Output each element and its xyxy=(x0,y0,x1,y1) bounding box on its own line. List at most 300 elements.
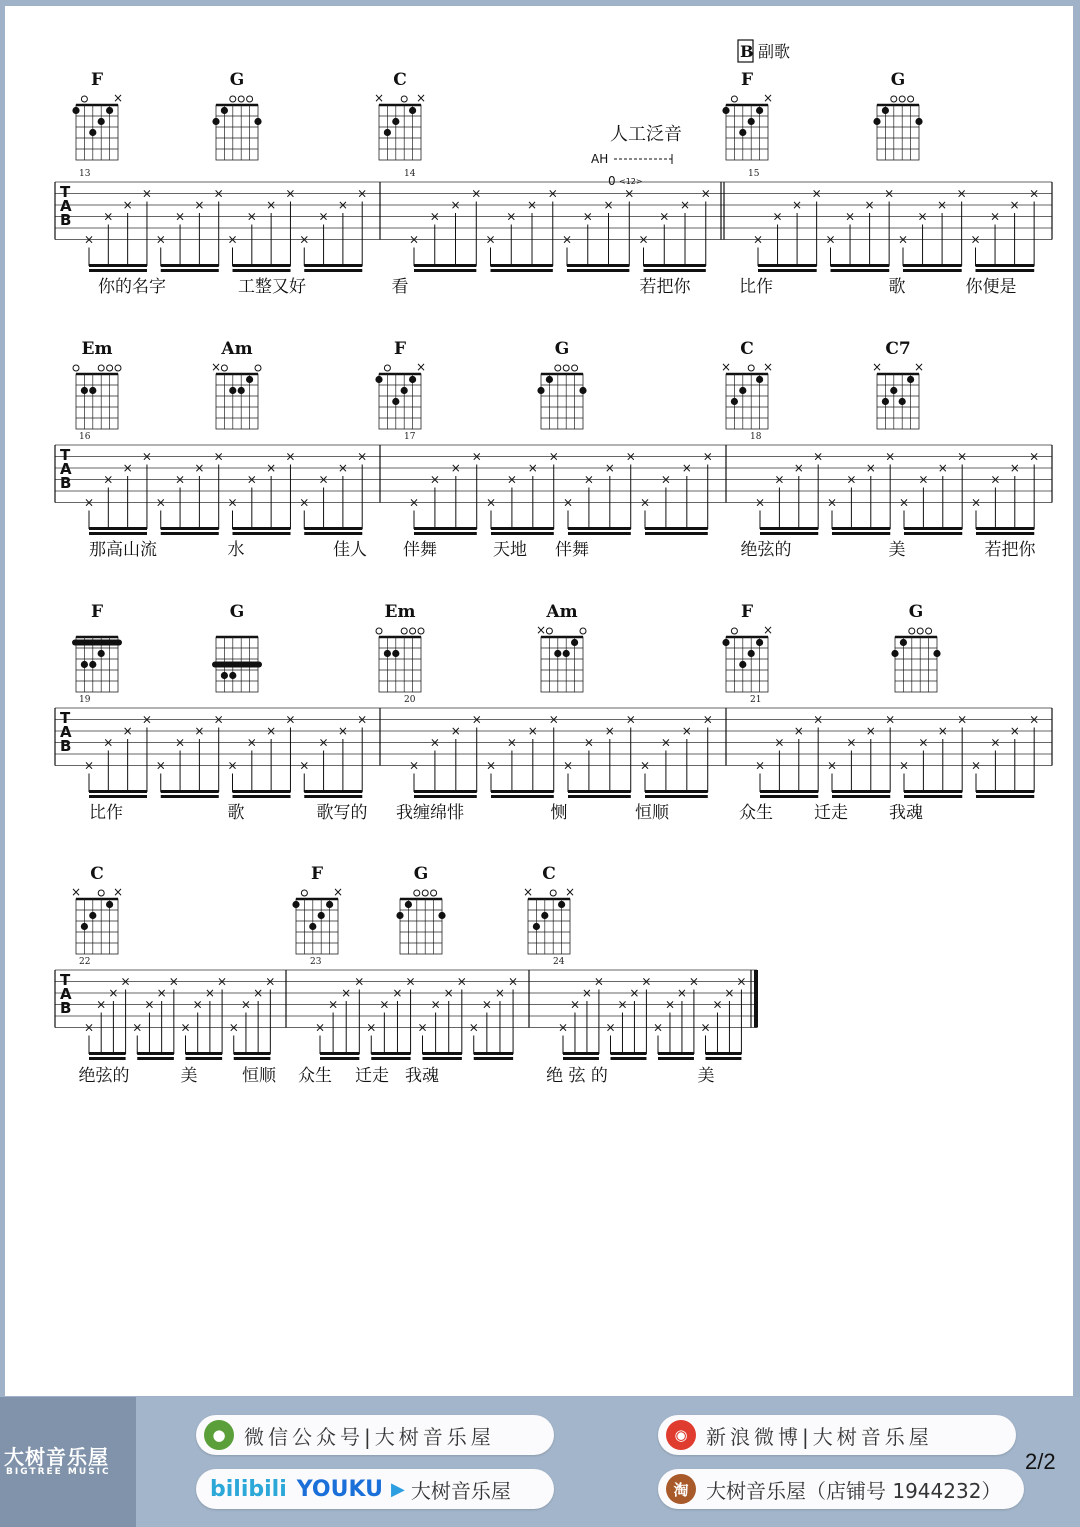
svg-text:×: × xyxy=(443,986,454,1000)
svg-text:×: × xyxy=(141,712,152,727)
ah-label: AH xyxy=(591,152,609,166)
taobao-label: 大树音乐屋（店铺号 1944232） xyxy=(706,1478,1002,1503)
lyric: 伴舞 xyxy=(403,540,437,560)
svg-text:×: × xyxy=(762,360,774,374)
measure-number: 15 xyxy=(748,169,760,179)
svg-text:B: B xyxy=(60,474,72,492)
measure-number: 13 xyxy=(79,169,91,179)
svg-text:×: × xyxy=(813,712,824,727)
svg-text:×: × xyxy=(471,186,482,201)
svg-text:×: × xyxy=(175,209,186,224)
svg-text:×: × xyxy=(1029,712,1040,727)
svg-text:×: × xyxy=(194,724,205,738)
chord-diagram xyxy=(73,339,121,429)
harmonic-fret: 0 xyxy=(608,174,616,188)
svg-text:×: × xyxy=(865,461,876,475)
svg-text:×: × xyxy=(1029,449,1040,464)
svg-text:×: × xyxy=(660,735,671,750)
svg-text:×: × xyxy=(864,198,875,212)
lyric: 恒顺 xyxy=(242,1066,276,1086)
svg-text:×: × xyxy=(754,758,766,773)
measure-number: 18 xyxy=(750,432,762,442)
svg-text:×: × xyxy=(408,232,420,247)
svg-text:×: × xyxy=(700,1020,711,1035)
svg-text:T: T xyxy=(60,183,71,201)
svg-text:×: × xyxy=(603,198,614,212)
svg-text:×: × xyxy=(845,209,856,224)
svg-text:×: × xyxy=(676,986,687,1000)
chord-diagram xyxy=(212,602,262,692)
svg-text:×: × xyxy=(527,724,538,738)
svg-text:×: × xyxy=(379,997,390,1012)
svg-text:×: × xyxy=(83,1020,95,1035)
svg-text:×: × xyxy=(141,186,152,201)
svg-text:×: × xyxy=(724,986,735,1000)
svg-text:×: × xyxy=(846,472,857,487)
svg-text:×: × xyxy=(752,232,764,247)
chord-name: G xyxy=(413,864,429,884)
lyric: 众生 xyxy=(298,1066,332,1086)
svg-text:×: × xyxy=(506,472,517,487)
lyric: 佳人 xyxy=(333,540,367,560)
chord-name: Am xyxy=(221,339,253,359)
svg-text:×: × xyxy=(957,712,968,727)
lyric: 水 xyxy=(227,540,245,560)
svg-text:×: × xyxy=(720,360,732,374)
svg-text:×: × xyxy=(354,974,365,989)
chord-name: C7 xyxy=(885,339,911,359)
measure-number: 14 xyxy=(404,169,416,179)
chord-name: F xyxy=(393,339,407,359)
chord-diagram xyxy=(722,602,773,692)
svg-text:×: × xyxy=(450,461,461,475)
svg-text:×: × xyxy=(702,712,713,727)
svg-text:×: × xyxy=(547,186,558,201)
svg-text:×: × xyxy=(774,735,785,750)
svg-text:×: × xyxy=(192,997,203,1012)
svg-text:×: × xyxy=(132,1020,143,1035)
svg-text:×: × xyxy=(266,198,277,212)
wechat-icon: ● xyxy=(204,1420,234,1450)
svg-text:×: × xyxy=(285,449,296,464)
chord-name: Em xyxy=(81,339,113,359)
svg-text:×: × xyxy=(120,974,131,989)
svg-text:×: × xyxy=(357,712,368,727)
tab-staff xyxy=(55,432,1052,535)
svg-text:×: × xyxy=(652,1020,664,1035)
svg-text:×: × xyxy=(175,472,186,487)
taobao-icon: 淘 xyxy=(666,1474,696,1504)
section-letter: B xyxy=(740,42,754,61)
svg-text:×: × xyxy=(83,232,95,247)
svg-text:×: × xyxy=(1029,186,1040,201)
lyric: 你的名字 xyxy=(98,277,166,297)
svg-text:×: × xyxy=(299,495,310,510)
chord-name: G xyxy=(229,602,245,622)
lyric: 绝弦的 xyxy=(740,540,792,560)
svg-text:×: × xyxy=(429,472,440,487)
svg-text:×: × xyxy=(337,198,348,212)
svg-text:×: × xyxy=(112,885,124,899)
lyric: 比作 xyxy=(739,277,773,297)
svg-text:×: × xyxy=(485,758,497,773)
svg-text:×: × xyxy=(681,724,692,738)
svg-text:×: × xyxy=(885,449,896,464)
svg-text:×: × xyxy=(253,986,264,1000)
svg-text:×: × xyxy=(660,472,671,487)
wechat-label: 微信公众号|大树音乐屋 xyxy=(244,1424,495,1449)
svg-text:×: × xyxy=(357,449,368,464)
svg-text:×: × xyxy=(604,724,615,738)
svg-text:×: × xyxy=(180,1020,191,1035)
svg-text:×: × xyxy=(970,758,982,773)
harmonic-mark: <12> xyxy=(619,177,643,186)
chord-diagram xyxy=(396,864,445,954)
svg-text:×: × xyxy=(103,735,114,750)
svg-text:×: × xyxy=(583,735,594,750)
svg-text:×: × xyxy=(561,232,573,247)
svg-text:×: × xyxy=(108,986,119,1000)
lyric: 众生 xyxy=(739,803,773,823)
svg-text:×: × xyxy=(213,449,224,464)
svg-text:×: × xyxy=(155,232,166,247)
chord-name: G xyxy=(908,602,924,622)
svg-text:×: × xyxy=(865,724,876,738)
svg-text:×: × xyxy=(240,997,251,1012)
svg-text:×: × xyxy=(885,712,896,727)
chord-name: C xyxy=(90,864,104,884)
svg-text:×: × xyxy=(227,232,238,247)
svg-text:×: × xyxy=(332,885,344,899)
svg-text:×: × xyxy=(314,1020,326,1035)
svg-text:×: × xyxy=(194,461,205,475)
svg-text:×: × xyxy=(168,974,179,989)
svg-text:×: × xyxy=(246,209,257,224)
lyric: 美 xyxy=(888,540,906,560)
svg-text:×: × xyxy=(217,974,228,989)
lyric: 歌 xyxy=(888,277,906,297)
measure-number: 24 xyxy=(553,957,565,967)
svg-text:×: × xyxy=(103,209,114,224)
svg-text:×: × xyxy=(937,724,948,738)
svg-text:×: × xyxy=(415,91,427,105)
measure-number: 21 xyxy=(750,695,762,705)
svg-text:×: × xyxy=(1009,724,1020,738)
lyric: 那高山流 xyxy=(89,540,157,560)
chord-name: Em xyxy=(384,602,416,622)
chord-name: F xyxy=(310,864,324,884)
svg-text:×: × xyxy=(582,209,593,224)
svg-text:×: × xyxy=(605,1020,616,1035)
svg-text:×: × xyxy=(285,186,296,201)
chord-name: F xyxy=(740,602,754,622)
svg-text:×: × xyxy=(194,198,205,212)
svg-text:×: × xyxy=(450,198,461,212)
lyric: 歌写的 xyxy=(316,803,368,823)
svg-text:×: × xyxy=(811,186,822,201)
svg-text:×: × xyxy=(408,758,420,773)
measure-number: 19 xyxy=(79,695,91,705)
svg-text:T: T xyxy=(60,446,71,464)
svg-text:×: × xyxy=(898,758,910,773)
svg-text:×: × xyxy=(535,623,547,637)
svg-text:×: × xyxy=(430,997,441,1012)
svg-text:×: × xyxy=(583,472,594,487)
weibo-label: 新浪微博|大树音乐屋 xyxy=(706,1424,933,1449)
brand-logo xyxy=(0,1397,136,1527)
lyric: 伴舞 xyxy=(555,540,589,560)
svg-text:×: × xyxy=(897,232,909,247)
svg-text:B: B xyxy=(60,999,72,1017)
svg-text:×: × xyxy=(956,186,967,201)
taobao-link[interactable] xyxy=(658,1469,1024,1509)
section-label: 副歌 xyxy=(758,42,791,61)
chord-diagram xyxy=(872,339,924,429)
svg-text:×: × xyxy=(417,1020,428,1035)
svg-text:×: × xyxy=(772,209,783,224)
svg-text:×: × xyxy=(341,986,352,1000)
chord-diagram xyxy=(374,70,426,160)
svg-text:×: × xyxy=(793,461,804,475)
lyric: 绝弦的 xyxy=(78,1066,130,1086)
brand-subtitle: BIGTREE MUSIC xyxy=(6,1467,111,1477)
lyric: 歌 xyxy=(227,803,245,823)
svg-text:×: × xyxy=(712,997,723,1012)
svg-text:×: × xyxy=(736,974,747,989)
tab-staff xyxy=(55,169,1052,272)
svg-text:×: × xyxy=(103,472,114,487)
svg-text:×: × xyxy=(898,495,910,510)
svg-text:×: × xyxy=(318,735,329,750)
svg-text:×: × xyxy=(175,735,186,750)
svg-text:×: × xyxy=(639,758,651,773)
chord-name: G xyxy=(229,70,245,90)
lyric: 我缠绵悱 xyxy=(396,803,464,823)
bilibili-logo: bilibili xyxy=(210,1476,287,1502)
svg-text:×: × xyxy=(625,449,636,464)
chord-name: C xyxy=(740,339,754,359)
svg-text:×: × xyxy=(96,997,107,1012)
svg-text:×: × xyxy=(83,758,95,773)
svg-text:×: × xyxy=(299,232,310,247)
chord-diagram xyxy=(292,864,343,954)
svg-text:×: × xyxy=(213,186,224,201)
svg-text:×: × xyxy=(562,758,574,773)
svg-text:×: × xyxy=(957,449,968,464)
section-marker xyxy=(738,40,790,62)
lyric: 你便是 xyxy=(965,277,1017,297)
svg-text:×: × xyxy=(562,495,574,510)
chord-diagram xyxy=(72,602,122,692)
chord-name: F xyxy=(90,602,104,622)
brand-name: 大树音乐屋 xyxy=(4,1445,109,1469)
video-channel-name: 大树音乐屋 xyxy=(410,1478,511,1503)
svg-text:×: × xyxy=(285,712,296,727)
svg-text:×: × xyxy=(825,232,836,247)
svg-text:×: × xyxy=(228,1020,239,1035)
svg-text:×: × xyxy=(970,232,981,247)
svg-text:×: × xyxy=(629,986,640,1000)
svg-text:A: A xyxy=(60,460,72,478)
svg-text:T: T xyxy=(60,709,71,727)
svg-text:×: × xyxy=(506,735,517,750)
measure-number: 23 xyxy=(310,957,322,967)
svg-text:×: × xyxy=(604,461,615,475)
lyric: 天地 xyxy=(493,540,527,560)
svg-text:×: × xyxy=(990,735,1001,750)
chord-diagram xyxy=(211,339,261,429)
svg-text:×: × xyxy=(638,232,649,247)
svg-text:×: × xyxy=(337,724,348,738)
svg-text:×: × xyxy=(639,495,651,510)
svg-text:×: × xyxy=(213,712,224,727)
svg-text:×: × xyxy=(625,712,636,727)
chord-name: F xyxy=(740,70,754,90)
svg-text:×: × xyxy=(884,186,895,201)
svg-text:×: × xyxy=(679,198,691,212)
chord-diagram xyxy=(722,70,773,160)
svg-text:×: × xyxy=(762,623,774,637)
svg-text:×: × xyxy=(266,461,277,475)
svg-text:B: B xyxy=(60,737,72,755)
svg-text:×: × xyxy=(450,724,461,738)
chord-name: C xyxy=(393,70,407,90)
svg-text:×: × xyxy=(557,1020,569,1035)
svg-text:×: × xyxy=(155,758,166,773)
lyric: 我魂 xyxy=(889,803,923,823)
svg-text:×: × xyxy=(522,885,534,899)
lyric: 若把你 xyxy=(639,277,691,297)
svg-text:×: × xyxy=(917,209,928,224)
svg-text:×: × xyxy=(826,758,838,773)
svg-text:×: × xyxy=(328,997,339,1012)
chord-diagram xyxy=(376,602,424,692)
svg-text:×: × xyxy=(122,461,133,475)
lyric: 绝 弦 的 xyxy=(546,1066,608,1086)
video-links[interactable] xyxy=(196,1469,554,1509)
svg-text:×: × xyxy=(826,495,838,510)
chord-diagram xyxy=(523,864,575,954)
chord-name: G xyxy=(554,339,570,359)
svg-text:A: A xyxy=(60,723,72,741)
page-number: 2/2 xyxy=(1025,1449,1056,1474)
weibo-link[interactable] xyxy=(658,1415,1016,1455)
svg-text:×: × xyxy=(83,495,95,510)
wechat-link[interactable] xyxy=(196,1415,554,1455)
svg-text:×: × xyxy=(227,758,238,773)
svg-text:×: × xyxy=(415,360,427,374)
measure-number: 22 xyxy=(79,957,91,967)
chord-diagram xyxy=(71,864,123,954)
svg-text:×: × xyxy=(871,360,883,374)
svg-text:×: × xyxy=(485,232,496,247)
chord-diagram xyxy=(375,339,426,429)
chord-diagram xyxy=(873,70,922,160)
svg-text:×: × xyxy=(471,712,482,727)
svg-text:×: × xyxy=(990,472,1001,487)
chord-name: Am xyxy=(546,602,578,622)
svg-text:×: × xyxy=(846,735,857,750)
svg-text:×: × xyxy=(792,198,803,212)
svg-text:A: A xyxy=(60,197,72,215)
svg-text:×: × xyxy=(122,724,133,738)
lyric: 迁走 xyxy=(355,1066,389,1086)
chord-diagram xyxy=(72,70,123,160)
lyric: 美 xyxy=(697,1066,715,1086)
svg-text:×: × xyxy=(762,91,774,105)
svg-text:×: × xyxy=(681,461,692,475)
svg-text:×: × xyxy=(429,735,440,750)
svg-text:×: × xyxy=(624,186,635,201)
lyric: 比作 xyxy=(89,803,123,823)
svg-text:×: × xyxy=(1009,461,1020,475)
svg-text:×: × xyxy=(508,974,519,989)
svg-text:×: × xyxy=(702,449,713,464)
svg-text:×: × xyxy=(641,974,652,989)
svg-text:×: × xyxy=(774,472,785,487)
svg-text:×: × xyxy=(337,461,348,475)
svg-text:×: × xyxy=(468,1020,479,1035)
svg-text:×: × xyxy=(937,461,948,475)
svg-text:×: × xyxy=(392,986,403,1000)
measure-number: 16 xyxy=(79,432,91,442)
svg-text:B: B xyxy=(60,211,72,229)
svg-text:×: × xyxy=(970,495,982,510)
svg-text:T: T xyxy=(60,971,71,989)
svg-text:×: × xyxy=(408,495,420,510)
svg-text:×: × xyxy=(246,472,257,487)
chord-diagram xyxy=(721,339,773,429)
svg-text:×: × xyxy=(144,997,155,1012)
chord-name: C xyxy=(542,864,556,884)
lyric: 我魂 xyxy=(405,1066,439,1086)
lyric: 迁走 xyxy=(814,803,848,823)
svg-text:×: × xyxy=(70,885,82,899)
svg-text:×: × xyxy=(112,91,124,105)
footer-bar xyxy=(0,1397,1080,1527)
lyric: 若把你 xyxy=(984,540,1036,560)
svg-text:×: × xyxy=(155,495,166,510)
play-icon: ▶ xyxy=(391,1478,405,1500)
svg-text:×: × xyxy=(318,472,329,487)
svg-text:×: × xyxy=(210,360,222,374)
svg-text:×: × xyxy=(299,758,310,773)
svg-text:×: × xyxy=(122,198,133,212)
svg-text:×: × xyxy=(204,986,215,1000)
svg-text:×: × xyxy=(357,186,368,201)
svg-text:×: × xyxy=(617,997,628,1012)
lyric: 看 xyxy=(391,277,409,297)
chord-diagram xyxy=(212,70,261,160)
lyric: 恻 xyxy=(550,803,568,823)
svg-text:×: × xyxy=(265,974,276,989)
svg-text:×: × xyxy=(318,209,329,224)
weibo-icon: ◉ xyxy=(666,1420,696,1450)
svg-text:×: × xyxy=(990,209,1001,224)
svg-text:×: × xyxy=(527,461,538,475)
youku-logo: YOUKU xyxy=(296,1476,383,1502)
svg-text:×: × xyxy=(918,735,929,750)
svg-text:×: × xyxy=(405,974,416,989)
harmonic-annotation: 人工泛音 xyxy=(610,124,682,145)
chord-name: F xyxy=(90,70,104,90)
svg-text:×: × xyxy=(664,997,676,1012)
svg-text:×: × xyxy=(913,360,925,374)
svg-text:×: × xyxy=(793,724,804,738)
svg-text:×: × xyxy=(564,885,576,899)
svg-text:×: × xyxy=(700,186,711,201)
svg-text:×: × xyxy=(526,198,538,212)
